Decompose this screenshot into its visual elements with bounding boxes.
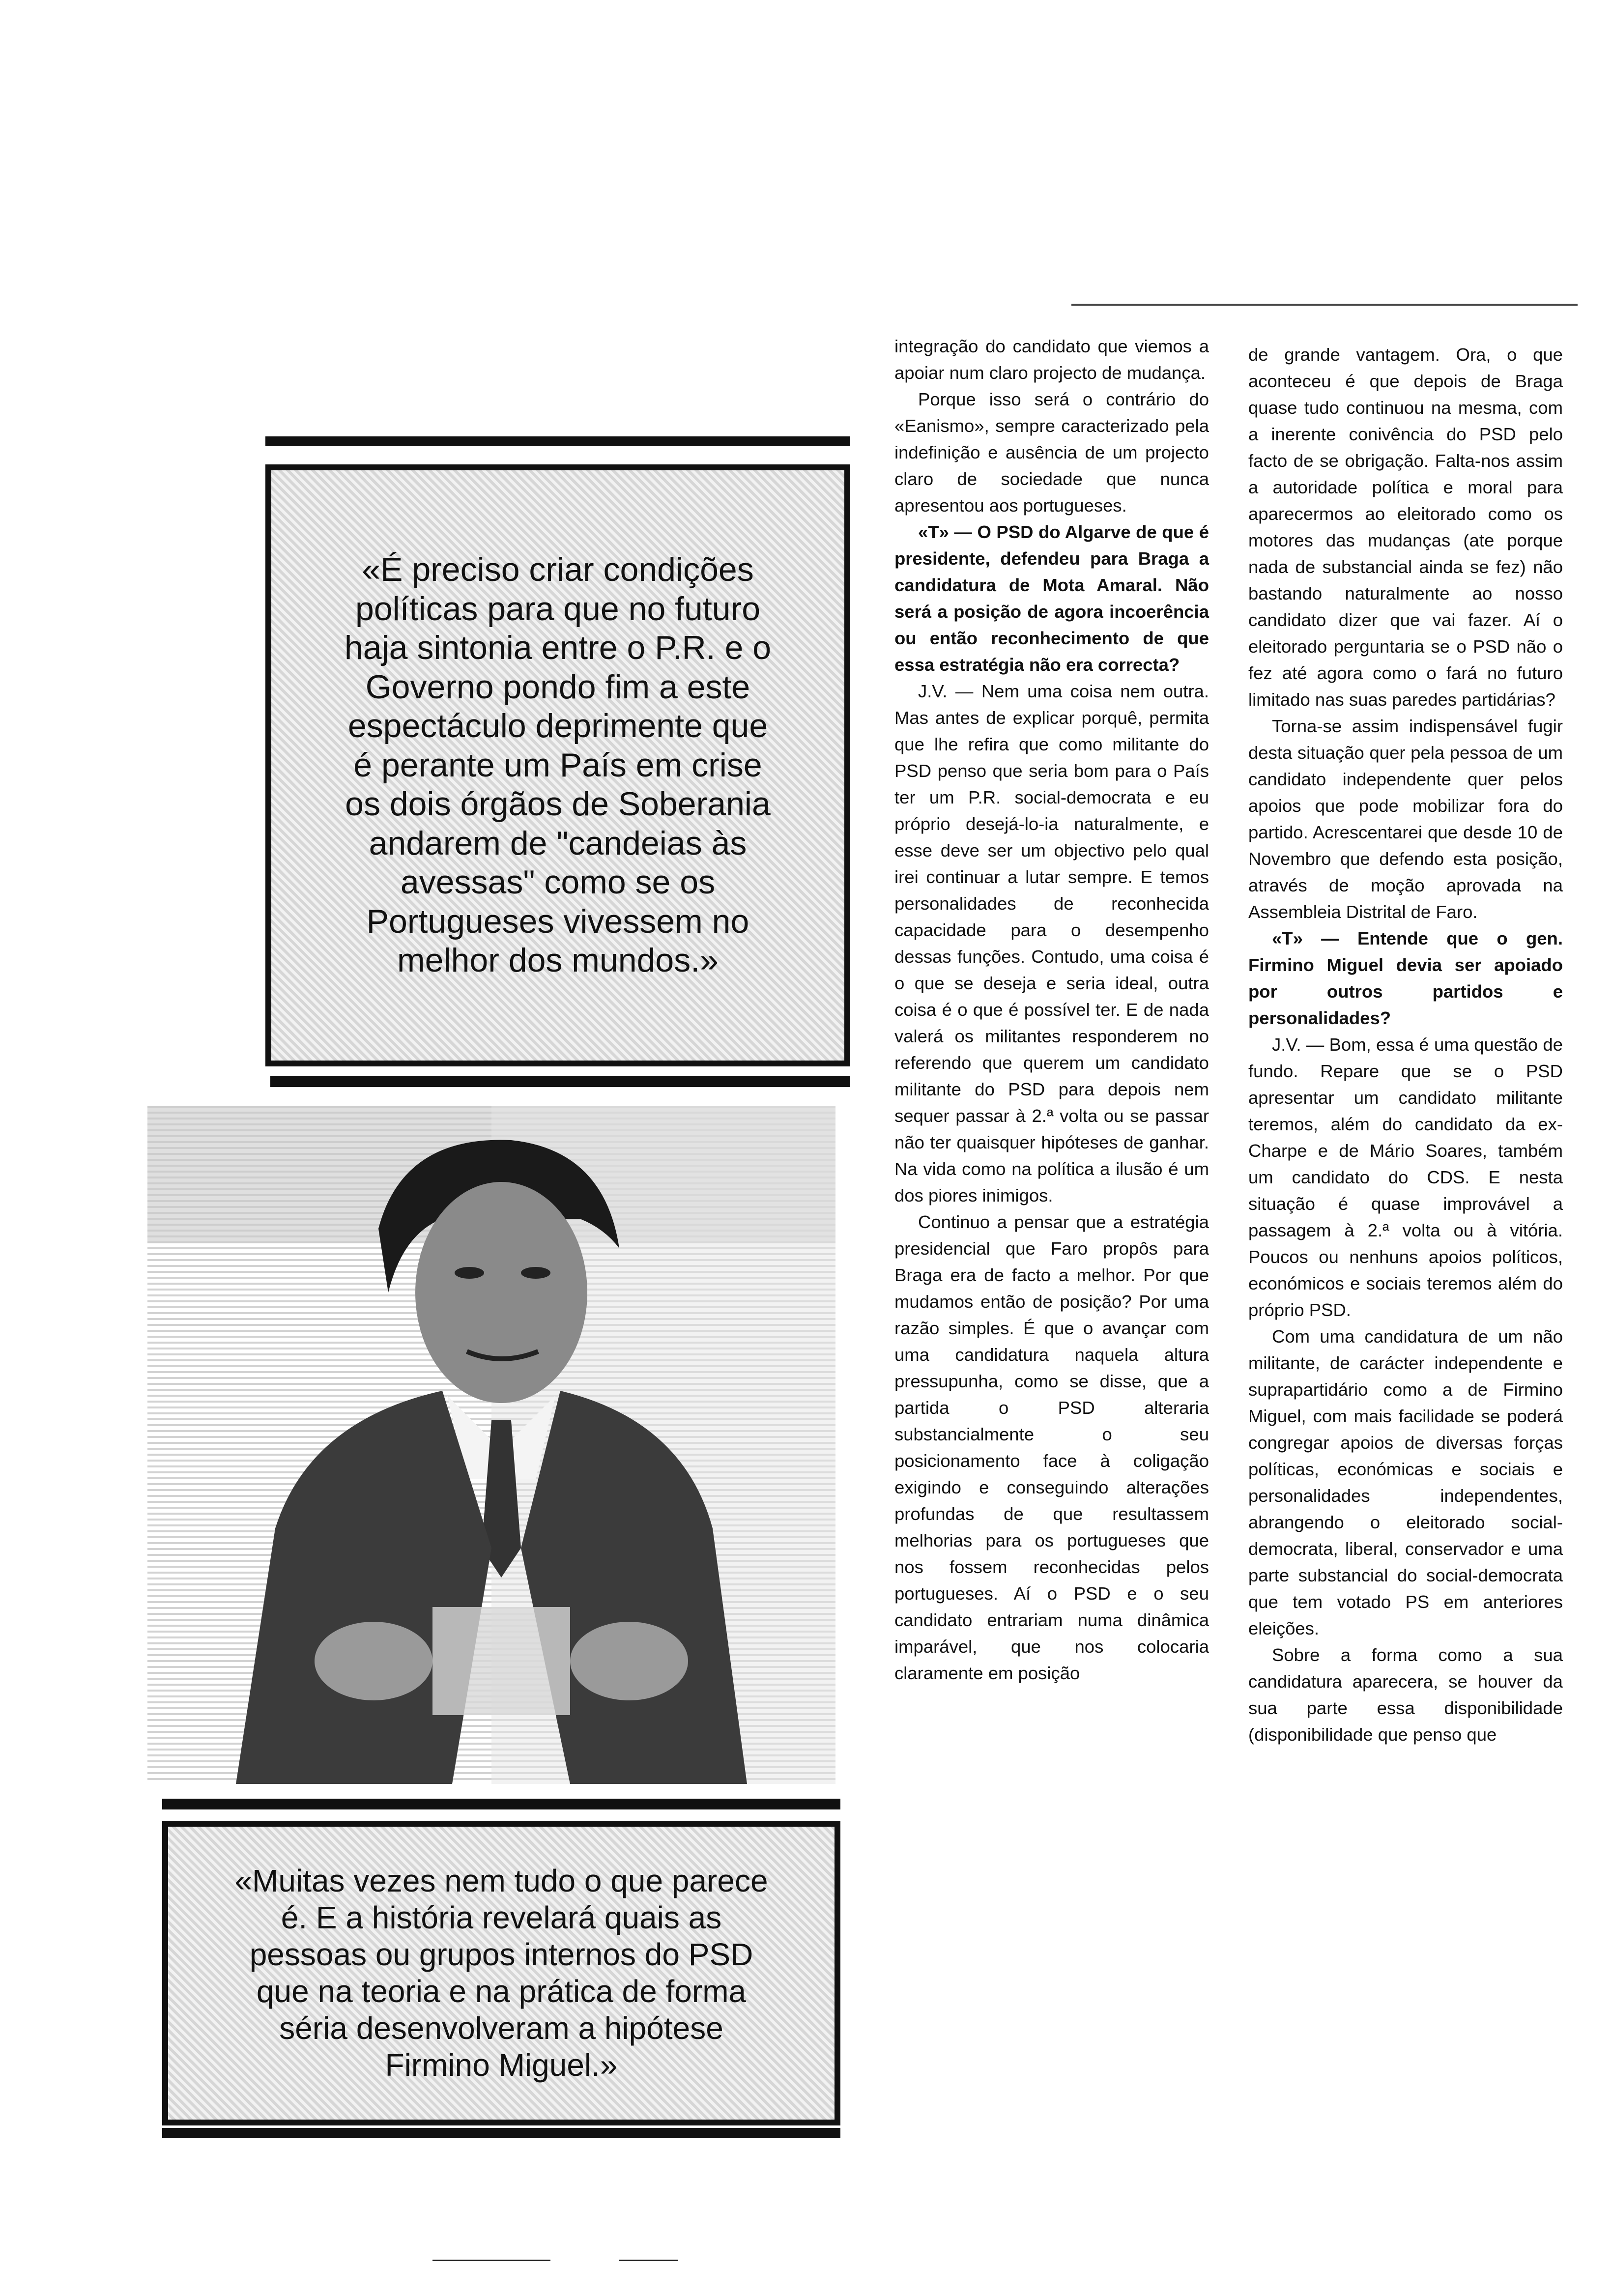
pull-quote-top-text: «É preciso criar condições políticas para que no futuro haja sintonia entre o P.R. e o Governo pondo fim a este espectáculo deprimente que é perante um País em crise os dois órgãos de Soberania andarem de "candeias às avessas" como se os Portugueses vivessem no melhor dos mundos.»: [344, 550, 772, 979]
question-text: «T» — O PSD do Algarve de que é presidente, defendeu para Braga a candidatura de Mota Amaral. Não será a posição de agora incoerência ou então reconhecimento de que essa estratégia não era correcta?: [894, 522, 1209, 675]
top-quote-rule-upper: [265, 436, 850, 446]
answer-text: Bom, essa é uma questão de fundo. Repare que se o PSD apresentar um candidato militante teremos, além do candidato da ex-Charpe e de Mário Soares, também um candidato do CDS. E nesta situação é quase improvável a passagem à 2.ª volta ou à vitória. Poucos ou nenhuns apoios políticos, económicos e sociais teremos além do próprio PSD.: [1248, 1034, 1563, 1320]
article-paragraph: Torna-se assim indispensável fugir desta situação quer pela pessoa de um candidato independente quer pelos apoios que pode mobilizar fora do partido. Acrescentarei que desde 10 de Novembro que defendo esta posição, através de moção aprovada na Assembleia Distrital de Faro.: [1248, 716, 1563, 922]
interview-photo: [147, 1106, 835, 1784]
interviewee-portrait: [147, 1106, 835, 1784]
scan-artefact: [619, 2260, 678, 2261]
interview-question: [1248, 925, 1563, 1032]
interview-answer: [894, 678, 1209, 1209]
pull-quote-top: [265, 464, 850, 1066]
pull-quote-bottom-text: «Muitas vezes nem tudo o que parece é. E a história revelará quais as pessoas ou grupos internos do PSD que na teoria e na prática de forma séria desenvolveram a hipótese Firmino Miguel.»: [234, 1863, 768, 2083]
answer-speaker: J.V. —: [1272, 1034, 1329, 1055]
article-paragraph: Porque isso será o contrário do «Eanismo», sempre caracterizado pela indefinição e ausência de um projecto claro de sociedade que nunca apresentou aos portugueses.: [894, 389, 1209, 516]
bottom-quote-rule-upper: [162, 1799, 840, 1809]
interview-question: [894, 519, 1209, 678]
top-quote-rule-lower: [270, 1076, 850, 1087]
article-paragraph: integração do candidato que viemos a apoiar num claro projecto de mudança.: [894, 336, 1209, 383]
scan-artefact: [432, 2260, 550, 2261]
header-rule: [1071, 304, 1578, 306]
bottom-quote-rule-lower: [162, 2128, 840, 2138]
question-text: «T» — Entende que o gen. Firmino Miguel devia ser apoiado por outros partidos e personalidades?: [1248, 928, 1563, 1028]
answer-speaker: J.V. —: [918, 681, 981, 701]
article-paragraph: Com uma candidatura de um não militante, de carácter independente e suprapartidário como a de Firmino Miguel, com mais facilidade se poderá congregar apoios de diversas forças políticas, económicas e sociais e personalidades independentes, abrangendo o eleitorado social-democrata, liberal, conservador e uma parte substancial do social-democrata que tem votado PS em anteriores eleições.: [1248, 1326, 1563, 1638]
article-paragraph: Sobre a forma como a sua candidatura aparecera, se houver da sua parte essa disponibilidade (disponibilidade que penso que: [1248, 1645, 1563, 1745]
answer-text: Nem uma coisa nem outra. Mas antes de explicar porquê, permita que lhe refira que como militante do PSD penso que seria bom para o País ter um P.R. social-democrata e eu próprio desejá-lo-ia naturalmente, e esse deve ser um objectivo pelo qual irei continuar a lutar sempre. E temos personalidades de reconhecida capacidade para o desempenho dessas funções. Contudo, uma coisa é o que se deseja e seria ideal, outra coisa é o que é possível ter. E de nada valerá os militantes responderem no referendo que querem um candidato militante do PSD para depois nem sequer passar à 2.ª volta ou se passar não ter quaisquer hipóteses de ganhar. Na vida como na política a ilusão é um dos piores inimigos.: [894, 681, 1209, 1205]
article-column-middle: [894, 333, 1209, 1687]
interview-answer: [1248, 1032, 1563, 1323]
article-paragraph: de grande vantagem. Ora, o que aconteceu é que depois de Braga quase tudo continuou na mesma, com a inerente conivência do PSD pelo facto de se obrigação. Falta-nos assim a autoridade política e moral para aparecermos ao eleitorado como os motores das mudanças (ate porque nada de substancial ainda se fez) não bastando naturalmente ao nosso candidato dizer que vai fazer. Aí o eleitorado perguntaria se o PSD não o fez até agora como o fará no futuro limitado nas suas paredes partidárias?: [1248, 344, 1563, 710]
pull-quote-bottom: [162, 1821, 840, 2125]
article-column-right: [1248, 342, 1563, 1748]
article-paragraph: Continuo a pensar que a estratégia presidencial que Faro propôs para Braga era de facto a melhor. Por que mudamos então de posição? Por uma razão simples. É que o avançar com uma candidatura naquela altura pressupunha, como se disse, que a partida o PSD alteraria substancialmente o seu posicionamento face à coligação exigindo e conseguindo alterações profundas de que resultassem melhorias para os portugueses que nos fossem reconhecidas pelos portugueses. Aí o PSD e o seu candidato entrariam numa dinâmica imparável, que nos colocaria claramente em posição: [894, 1212, 1209, 1683]
